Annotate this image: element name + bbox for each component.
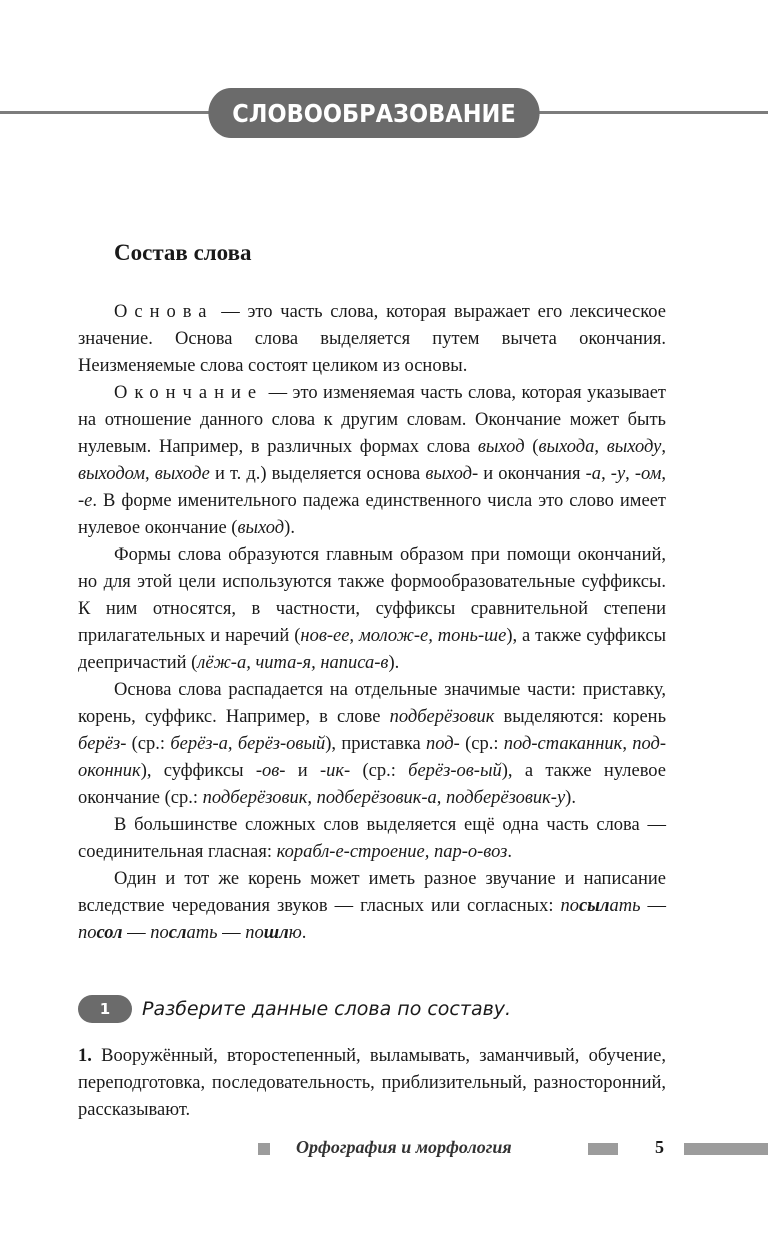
text: ). bbox=[565, 788, 576, 808]
paragraph-formy bbox=[78, 542, 666, 677]
footer-bar-ornament-right bbox=[684, 1143, 768, 1155]
example: выходом bbox=[78, 464, 146, 484]
text: ( bbox=[524, 437, 539, 457]
dash: — bbox=[122, 923, 151, 943]
term-okonchanie: Окончание bbox=[114, 383, 264, 403]
suffix: ю bbox=[288, 923, 302, 943]
text: — это изменяемая часть слова, которая указывает на отношение данного слова к другим словам. Окончание может быть нулевым. Например, в различных формах слова bbox=[78, 383, 666, 457]
example: выхода bbox=[538, 437, 595, 457]
root: шл bbox=[263, 923, 289, 943]
text: выделяются: корень bbox=[494, 707, 667, 727]
example: под-стаканник bbox=[503, 734, 623, 754]
example: выходе bbox=[154, 464, 210, 484]
example: берёз-ов-ый bbox=[408, 761, 502, 781]
chapter-title: СЛОВООБРАЗОВАНИЕ bbox=[208, 88, 539, 138]
page-number: 5 bbox=[655, 1137, 664, 1157]
example: берёз-а, берёз-овый bbox=[170, 734, 326, 754]
text: . bbox=[507, 842, 512, 862]
example: под-оконник bbox=[78, 734, 666, 781]
example: корабл-е-строение, пар-о-воз bbox=[276, 842, 508, 862]
text: ), приставка bbox=[325, 734, 427, 754]
example: -ом bbox=[634, 464, 662, 484]
example: -ик- bbox=[319, 761, 351, 781]
footer-bar-ornament bbox=[588, 1143, 618, 1155]
task-text: Вооружённый, второстепенный, выламывать, заманчивый, обучение, переподготовка, последовательность, приблизительный, разносторонний, рассказывают. bbox=[78, 1046, 666, 1120]
text: и т. д.) выделяется основа bbox=[209, 464, 426, 484]
example: подберёзовик bbox=[202, 788, 308, 808]
text: ). bbox=[284, 518, 295, 538]
text: (ср.: bbox=[126, 734, 171, 754]
text: ), суффиксы bbox=[140, 761, 256, 781]
task-number: 1. bbox=[78, 1046, 92, 1066]
root: сл bbox=[168, 923, 187, 943]
text: (ср.: bbox=[350, 761, 409, 781]
example-word bbox=[560, 896, 640, 916]
root: сыл bbox=[578, 896, 610, 916]
example: под- bbox=[426, 734, 460, 754]
example: подберёзовик bbox=[389, 707, 495, 727]
text: ). bbox=[388, 653, 400, 673]
text: , bbox=[145, 464, 155, 484]
prefix: по bbox=[245, 923, 264, 943]
example: -ов- bbox=[255, 761, 286, 781]
term-osnova: Основа bbox=[114, 302, 214, 322]
example: выходу bbox=[606, 437, 662, 457]
example: нов-ее, молож-е, тонь-ше bbox=[300, 626, 507, 646]
text: и bbox=[285, 761, 320, 781]
example: выход- bbox=[425, 464, 479, 484]
example: -у bbox=[610, 464, 626, 484]
example: выход bbox=[237, 518, 285, 538]
example: подберёзовик-а bbox=[316, 788, 437, 808]
example-word bbox=[150, 923, 217, 943]
paragraph-slozhnye bbox=[78, 812, 666, 866]
text: и окончания bbox=[478, 464, 586, 484]
section-title: Состав слова bbox=[114, 240, 252, 265]
example: берёз- bbox=[78, 734, 127, 754]
text: (ср.: bbox=[459, 734, 504, 754]
example: лёж-а, чита-я, написа-в bbox=[197, 653, 389, 673]
example: -а bbox=[585, 464, 602, 484]
exercise-task bbox=[78, 1043, 666, 1124]
footer-square-ornament bbox=[258, 1143, 270, 1155]
text: , bbox=[601, 464, 611, 484]
paragraph-osnova bbox=[78, 299, 666, 380]
prefix: по bbox=[78, 923, 97, 943]
paragraph-text: — это часть слова, которая выражает его лексическое значение. Основа слова выделяется путем вычета окончания. Неизменяемые слова состоят целиком из основы. bbox=[78, 302, 666, 376]
text: , bbox=[307, 788, 317, 808]
exercise-header bbox=[78, 995, 511, 1023]
text: , bbox=[436, 788, 447, 808]
example-word bbox=[78, 923, 123, 943]
text: Формы слова образуются главным образом при помощи окончаний, но для этой цели используются также формообразовательные суффиксы. К ним относятся, в частности, суффиксы сравнительной степени прилагательных и наречий ( bbox=[78, 545, 666, 646]
text: Основа слова распадается на отдельные значимые части: приставку, корень, суффикс. Например, в слове bbox=[78, 680, 666, 727]
body-text bbox=[78, 299, 666, 947]
prefix: по bbox=[150, 923, 169, 943]
paragraph-cheredovanie bbox=[78, 866, 666, 947]
page-footer bbox=[0, 1137, 768, 1163]
text: ), а также суффиксы деепричастий ( bbox=[78, 626, 667, 673]
text: Один и тот же корень может иметь разное звучание и написание вследствие чередования звуков — гласных или согласных: bbox=[78, 869, 666, 916]
example: -е bbox=[78, 491, 93, 511]
text: , bbox=[661, 437, 666, 457]
footer-title: Орфография и морфология bbox=[296, 1137, 512, 1157]
prefix: по bbox=[560, 896, 579, 916]
root: сол bbox=[96, 923, 123, 943]
text: , bbox=[594, 437, 607, 457]
text: , bbox=[625, 464, 635, 484]
example: подберёзовик-у bbox=[446, 788, 566, 808]
suffix: ать bbox=[609, 896, 641, 916]
dash: — bbox=[217, 923, 246, 943]
exercise-number-badge: 1 bbox=[78, 995, 132, 1023]
paragraph-okonchanie bbox=[78, 380, 666, 542]
paragraph-chasti bbox=[78, 677, 666, 812]
text: , bbox=[661, 464, 667, 484]
text: В большинстве сложных слов выделяется ещё одна часть слова — соединительная гласная: bbox=[78, 815, 666, 862]
text: , bbox=[622, 734, 633, 754]
example-word bbox=[245, 923, 301, 943]
text: . В форме именительного падежа единственного числа это слово имеет нулевое окончание ( bbox=[78, 491, 666, 538]
suffix: ать bbox=[186, 923, 218, 943]
text: . bbox=[301, 923, 307, 943]
dash: — bbox=[640, 896, 667, 916]
exercise-instruction: Разберите данные слова по составу. bbox=[142, 998, 512, 1020]
example: выход bbox=[477, 437, 525, 457]
text: ), а также нулевое окончание (ср.: bbox=[78, 761, 666, 808]
